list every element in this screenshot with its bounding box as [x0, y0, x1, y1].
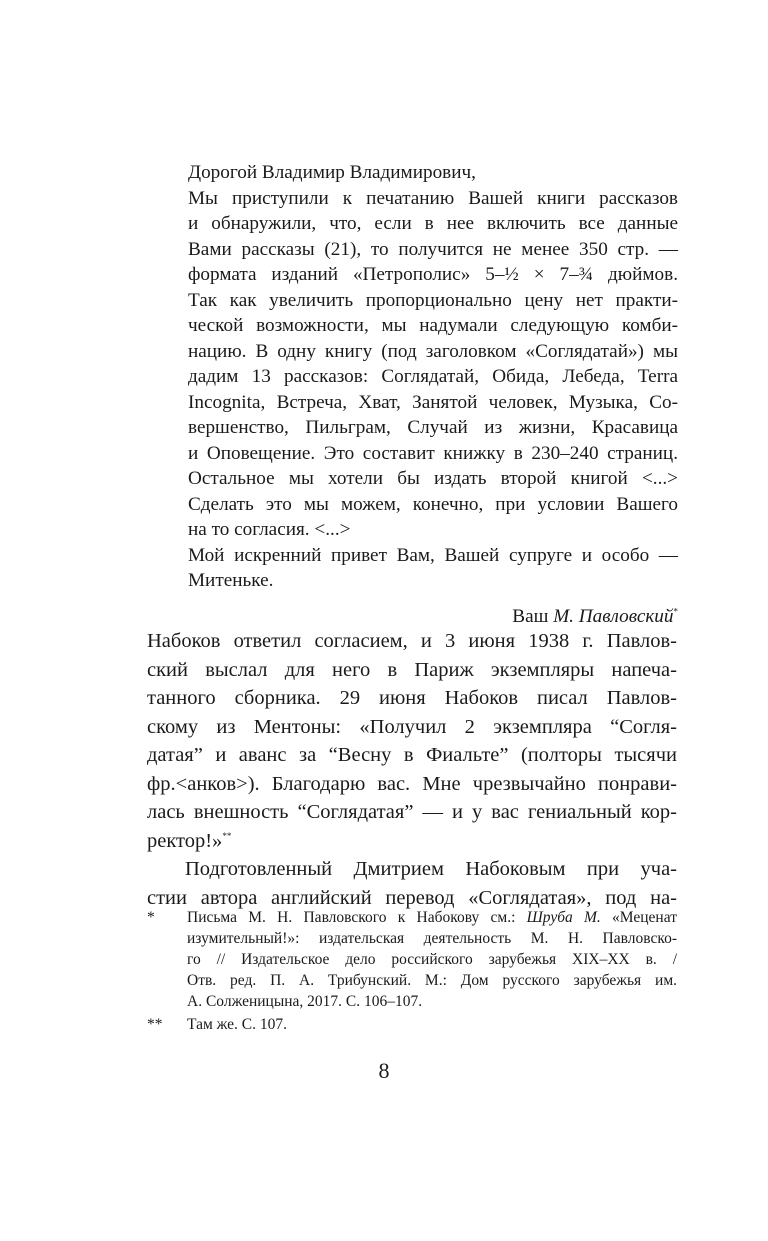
letter-line: нацию. В одну книгу (под заголовком «Соглядатай») мы: [188, 340, 678, 362]
footnote-line: А. Солженицына, 2017. С. 106–107.: [187, 993, 423, 1010]
letter-line: на то согласия. <...>: [188, 519, 351, 540]
text-line: стии автора английский перевод «Соглядатая», под на-: [147, 886, 677, 909]
text-line: ский выслал для него в Париж экземпляры напеча-: [147, 658, 677, 681]
text-line: скому из Ментоны: «Получил 2 экземпляра “Согля-: [147, 715, 677, 738]
footnote-line: изумительный!»: издательская деятельность М. Н. Павловско-: [187, 930, 677, 947]
signature-prefix: Ваш: [512, 605, 554, 627]
text-line: лась внешность “Соглядатая” — и у вас гениальный кор-: [147, 801, 677, 823]
footnote-2: [147, 1014, 677, 1035]
footnote-1: [147, 907, 677, 1012]
footnote-ref: *: [673, 606, 678, 617]
footnotes: [147, 907, 677, 1037]
text-line-end: ректор!»: [147, 829, 223, 852]
letter-line: Митеньке.: [188, 570, 274, 591]
letter-line: вершенство, Пильграм, Случай из жизни, Красавица: [188, 417, 678, 438]
signature-name: М. Павловский: [553, 605, 674, 627]
footnote-ref: **: [222, 830, 232, 841]
footnote-text: Письма М. Н. Павловского к Набокову см.:: [187, 909, 527, 926]
letter-line: и обнаружили, что, если в нее включить все данные: [188, 213, 678, 234]
text-line: датая” и аванс за “Весну в Фиальте” (полторы тысячи: [147, 744, 677, 766]
letter-line: Мой искренний привет Вам, Вашей супруге и особо —: [188, 544, 678, 566]
footnote-line: го // Издательское дело российского зарубежья XIX–XX в. /: [187, 951, 677, 968]
letter-line: ческой возможности, мы надумали следующую комби-: [188, 315, 678, 336]
letter-line: Остальное мы хотели бы издать второй книгой <...>: [188, 468, 678, 489]
footnote-text: «Меценат: [600, 909, 677, 926]
footnote-author: Шруба М.: [526, 909, 601, 926]
text-line: танного сборника. 29 июня Набоков писал Павлов-: [147, 687, 677, 709]
letter-line: Incognita, Встреча, Хват, Занятой человек, Музыка, Со-: [188, 391, 678, 413]
letter-line: формата изданий «Петрополис» 5–½ × 7–¾ дюймов.: [188, 264, 678, 285]
letter-quote: [188, 160, 678, 629]
footnote-mark: *: [147, 909, 155, 926]
text-line: [147, 827, 677, 856]
footnote-mark: **: [147, 1016, 163, 1033]
page-number: 8: [378, 1058, 390, 1083]
text-line: Набоков ответил согласием, и 3 июня 1938 г. Павлов-: [147, 630, 677, 652]
letter-line: Мы приступили к печатанию Вашей книги рассказов: [188, 187, 678, 209]
letter-line: Так как увеличить пропорционально цену нет практи-: [188, 289, 678, 311]
letter-signature: [188, 604, 678, 630]
body-text: [147, 627, 677, 912]
footnote-line: [187, 907, 677, 928]
letter-line: Сделать это мы можем, конечно, при условии Вашего: [188, 493, 678, 515]
footnote-line: Отв. ред. П. А. Трибунский. М.: Дом русского зарубежья им.: [187, 972, 677, 989]
letter-line: Вами рассказы (21), то получится не менее 350 стр. —: [188, 238, 678, 260]
text-line: Подготовленный Дмитрием Набоковым при уча-: [185, 858, 677, 880]
footnote-line: Там же. С. 107.: [187, 1016, 287, 1033]
letter-line: дадим 13 рассказов: Соглядатай, Обида, Лебеда, Terra: [188, 366, 678, 387]
letter-line: Дорогой Владимир Владимирович,: [188, 162, 476, 183]
text-line: фр.<анков>). Благодарю вас. Мне чрезвычайно понрави-: [147, 772, 677, 795]
letter-line: и Оповещение. Это составит книжку в 230–240 страниц.: [188, 442, 678, 464]
